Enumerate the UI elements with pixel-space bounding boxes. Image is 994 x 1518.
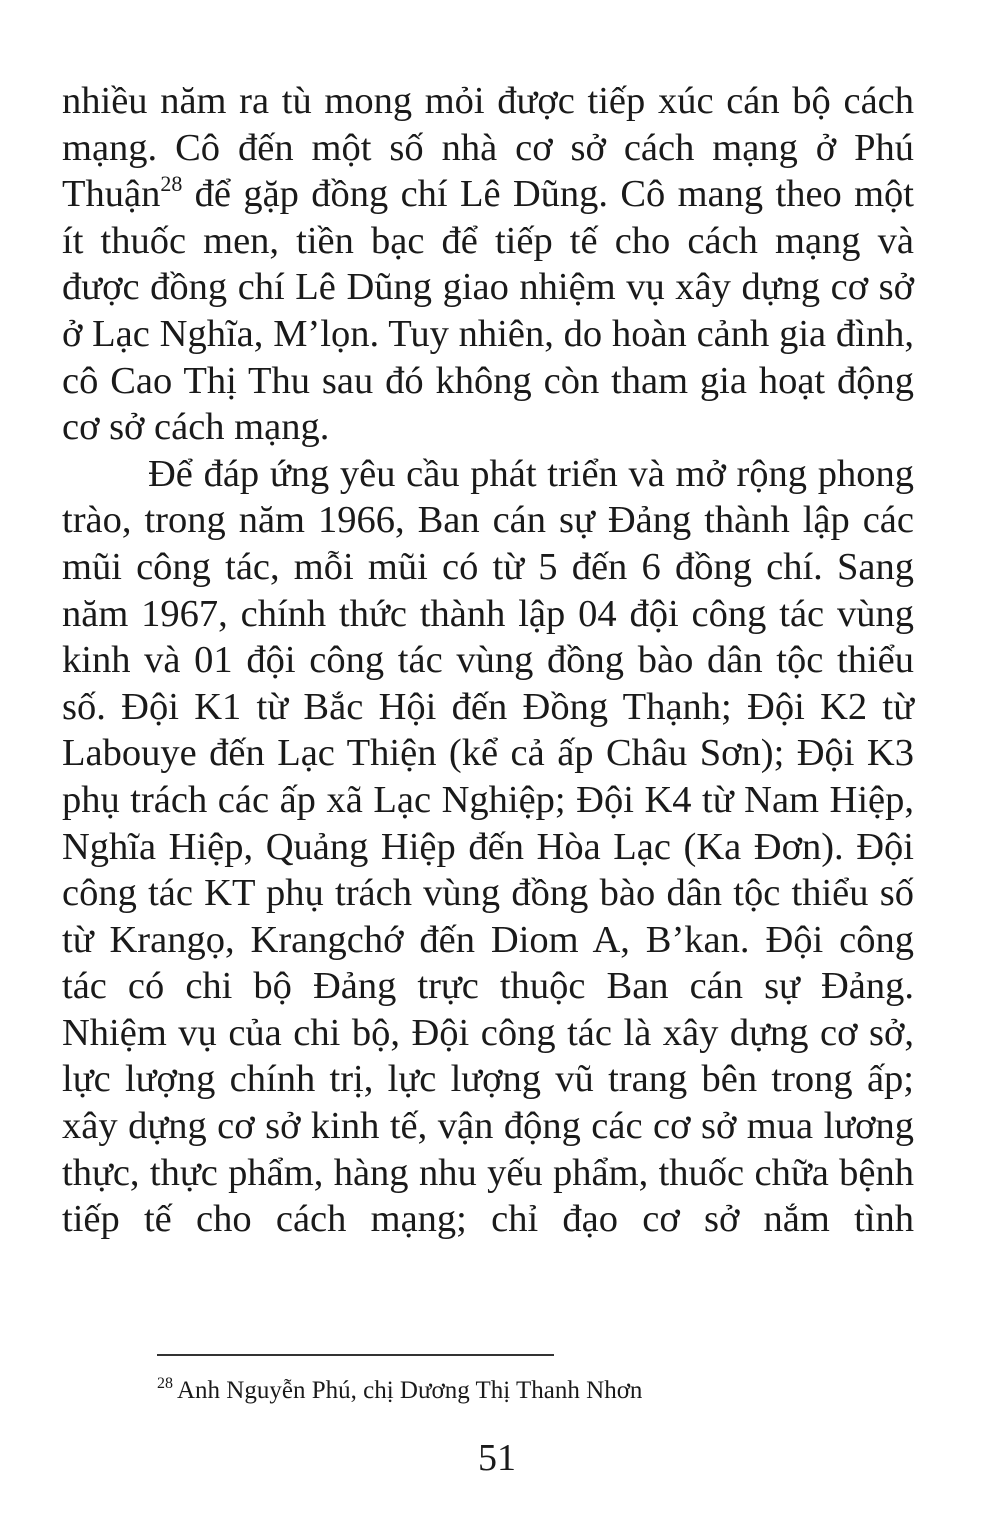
paragraph-1-text-b: để gặp đồng chí Lê Dũng. Cô mang theo một ít thuốc men, tiền bạc để tiếp tế cho cách mạng và được đồng chí Lê Dũng giao nhiệm vụ xây dựng cơ sở ở Lạc Nghĩa, M’lọn. Tuy nhiên, do hoàn cảnh gia đình, cô Cao Thị Thu sau đó không còn tham gia hoạt động cơ sở cách mạng. (62, 173, 914, 449)
footnote-separator (157, 1354, 554, 1356)
paragraph-2: Để đáp ứng yêu cầu phát triển và mở rộng phong trào, trong năm 1966, Ban cán sự Đảng thành lập các mũi công tác, mỗi mũi có từ 5 đến 6 đồng chí. Sang năm 1967, chính thức thành lập 04 đội công tác vùng kinh và 01 đội công tác vùng đồng bào dân tộc thiểu số. Đội K1 từ Bắc Hội đến Đồng Thạnh; Đội K2 từ Labouye đến Lạc Thiện (kể cả ấp Châu Sơn); Đội K3 phụ trách các ấp xã Lạc Nghiệp; Đội K4 từ Nam Hiệp, Nghĩa Hiệp, Quảng Hiệp đến Hòa Lạc (Ka Đơn). Đội công tác KT phụ trách vùng đồng bào dân tộc thiểu số từ Krangọ, Krangchớ đến Diom A, B’kan. Đội công tác có chi bộ Đảng trực thuộc Ban cán sự Đảng. Nhiệm vụ của chi bộ, Đội công tác là xây dựng cơ sở, lực lượng chính trị, lực lượng vũ trang bên trong ấp; xây dựng cơ sở kinh tế, vận động các cơ sở mua lương thực, thực phẩm, hàng nhu yếu phẩm, thuốc chữa bệnh tiếp tế cho cách mạng; chỉ đạo cơ sở nắm tình (62, 452, 914, 1241)
footnote-number: 28 (157, 1375, 173, 1392)
page-number: 51 (478, 1437, 516, 1479)
footnote-text: Anh Nguyễn Phú, chị Dương Thị Thanh Nhơn (177, 1377, 643, 1404)
page-body (62, 78, 914, 1243)
footnote-reference: 28 (160, 171, 183, 197)
paragraph-continued (62, 78, 914, 451)
paragraph-1-text-a: nhiều năm ra tù mong mỏi được tiếp xúc cán bộ cách mạng. Cô đến một số nhà cơ sở cách mạng ở Phú Thuận (62, 80, 914, 216)
footnote (157, 1376, 642, 1406)
